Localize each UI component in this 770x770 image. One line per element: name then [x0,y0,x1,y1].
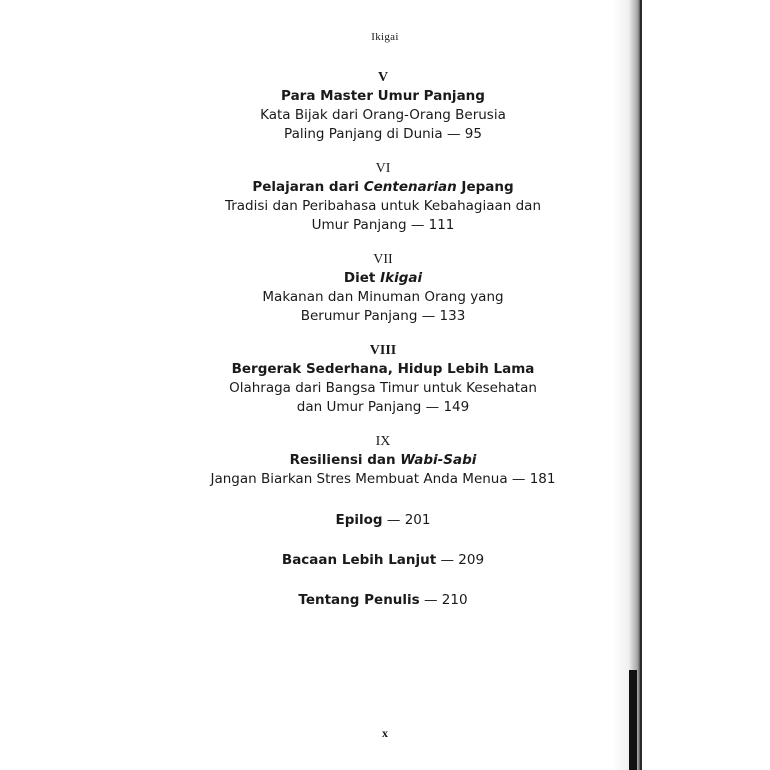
back-matter-page: — 201 [382,512,431,528]
back-matter-page: — 210 [419,592,468,608]
chapter-subtitle-line: Jangan Biarkan Stres Membuat Anda Menua — 181 [210,471,556,487]
chapter-subtitle-line: dan Umur Panjang — 149 [296,399,470,415]
chapter-subtitle-line: Olahraga dari Bangsa Timur untuk Kesehatan [229,380,537,396]
toc-entry-about-authors [143,589,623,610]
toc-entry-viii [143,341,623,417]
chapter-title: Resiliensi dan Wabi-Sabi [289,452,477,468]
page-edge-dark [629,670,637,770]
chapter-subtitle-line: Kata Bijak dari Orang-Orang Berusia [260,107,506,123]
toc-entry-epilog [143,509,623,530]
chapter-number: VI [375,161,391,176]
chapter-subtitle-line: Tradisi dan Peribahasa untuk Kebahagiaan dan [224,198,542,214]
chapter-title: Para Master Umur Panjang [281,88,485,104]
toc-entry-further-reading [143,549,623,570]
page-number: x [382,726,388,740]
chapter-number: V [377,70,389,85]
chapter-subtitle-line: Makanan dan Minuman Orang yang [262,289,504,305]
chapter-number: IX [375,434,391,449]
chapter-number: VII [373,252,393,267]
running-header: Ikigai [371,31,399,43]
chapter-subtitle-line: Berumur Panjang — 133 [300,308,466,324]
chapter-title: Pelajaran dari Centenarian Jepang [252,179,514,195]
chapter-subtitle-line: Umur Panjang — 111 [311,217,455,233]
chapter-title: Bergerak Sederhana, Hidup Lebih Lama [231,361,535,377]
back-matter-page: — 209 [436,552,485,568]
back-matter-title: Tentang Penulis [298,592,420,608]
chapter-subtitle-line: Paling Panjang di Dunia — 95 [284,126,482,142]
table-of-contents [143,68,623,629]
toc-entry-ix [143,432,623,489]
toc-entry-vi [143,159,623,235]
chapter-title: Diet Ikigai [343,270,423,286]
chapter-number: VIII [369,343,397,358]
toc-entry-vii [143,250,623,326]
back-matter-title: Bacaan Lebih Lanjut [281,552,437,568]
back-matter-title: Epilog [335,512,383,528]
toc-entry-v [143,68,623,144]
page-edge-line [640,0,642,770]
